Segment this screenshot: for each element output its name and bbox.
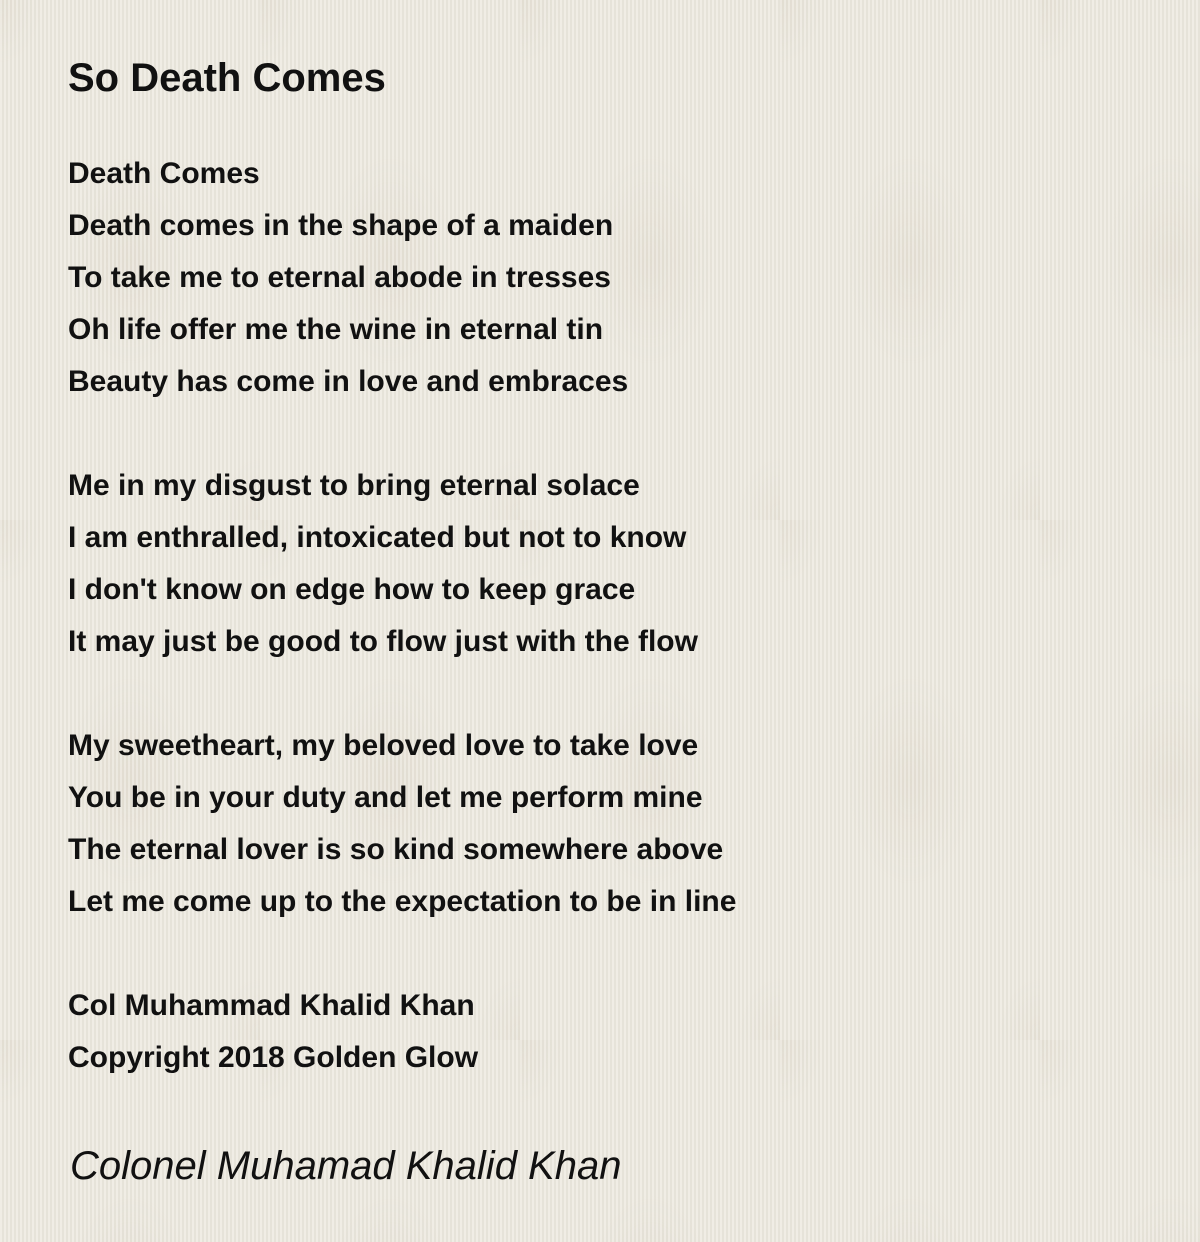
stanza-credits [68, 980, 1148, 1084]
poem-body [68, 148, 1148, 1084]
author-credit-line: Col Muhammad Khalid Khan [68, 989, 475, 1022]
poem-line: My sweetheart, my beloved love to take love [68, 729, 699, 762]
stanza-1 [68, 148, 1148, 408]
poem-line: Me in my disgust to bring eternal solace [68, 469, 640, 502]
poem-line: Let me come up to the expectation to be in line [68, 885, 737, 918]
author-signature: Colonel Muhamad Khalid Khan [70, 1144, 622, 1188]
stanza-3 [68, 720, 1148, 928]
stanza-separator [68, 668, 1148, 720]
poem-line: Beauty has come in love and embraces [68, 365, 629, 398]
poem-line: I don't know on edge how to keep grace [68, 573, 636, 606]
poem-line: You be in your duty and let me perform mine [68, 781, 703, 814]
stanza-2 [68, 460, 1148, 668]
poem-line: Death Comes [68, 157, 260, 190]
copyright-line: Copyright 2018 Golden Glow [68, 1041, 479, 1074]
poem-line: Death comes in the shape of a maiden [68, 209, 614, 242]
poem-line: To take me to eternal abode in tresses [68, 261, 611, 294]
stanza-separator [68, 408, 1148, 460]
poem-line: It may just be good to flow just with the flow [68, 625, 698, 658]
poem-page [68, 52, 1148, 1084]
poem-line: I am enthralled, intoxicated but not to know [68, 521, 687, 554]
poem-line: The eternal lover is so kind somewhere above [68, 833, 724, 866]
poem-line: Oh life offer me the wine in eternal tin [68, 313, 604, 346]
poem-title: So Death Comes [68, 56, 386, 100]
stanza-separator [68, 928, 1148, 980]
